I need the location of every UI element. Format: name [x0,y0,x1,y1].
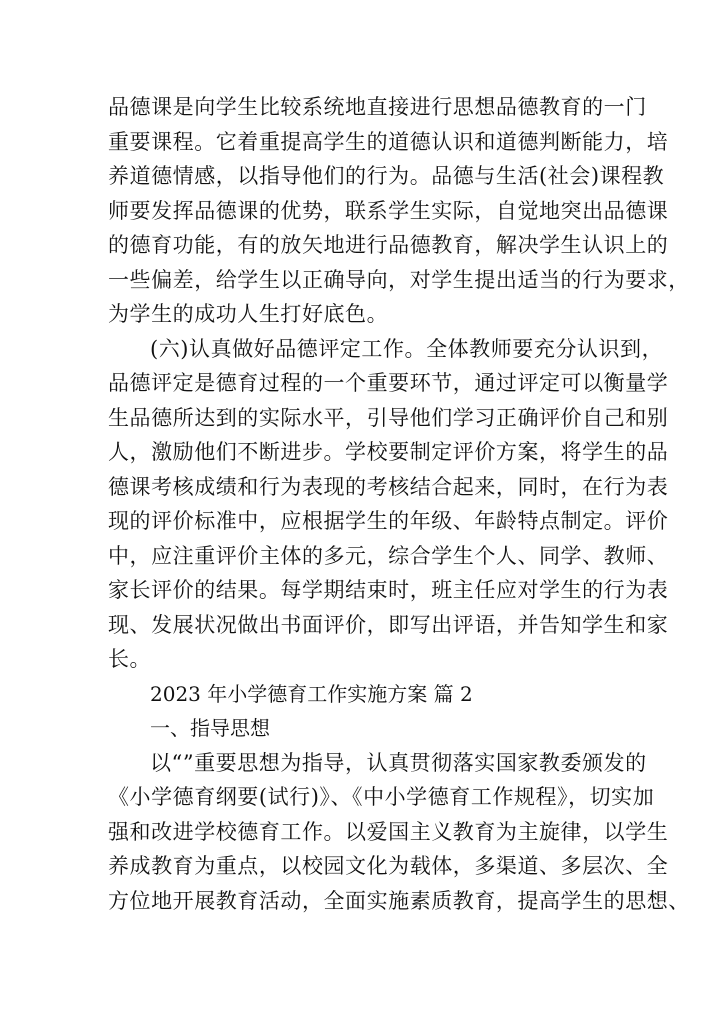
paragraph-2-line: 生品德所达到的实际水平，引导他们学习正确评价自己和别 [108,405,669,430]
document-body [108,90,690,918]
section-title: 2023 年小学德育工作实施方案 篇 2 [150,681,473,706]
paragraph-1-line: 的德育功能，有的放矢地进行品德教育，解决学生认识上的 [108,233,669,257]
paragraph-1-line: 重要课程。它着重提高学生的道德认识和道德判断能力，培 [108,129,669,154]
paragraph-1-line: 一些偏差，给学生以正确导向，对学生提出适当的行为要求， [108,267,690,292]
paragraph-2-line: 人，激励他们不断进步。学校要制定评价方案，将学生的品 [108,440,669,464]
paragraph-2-line: (六)认真做好品德评定工作。全体教师要充分认识到， [150,336,664,361]
paragraph-3-line: 《小学德育纲要(试行)》、《中小学德育工作规程》，切实加 [108,785,655,809]
paragraph-2-line: 长。 [108,647,152,671]
paragraph-1-line: 养道德情感，以指导他们的行为。品德与生活(社会)课程教 [108,164,665,188]
paragraph-2-line: 德课考核成绩和行为表现的考核结合起来，同时，在行为表 [108,474,669,499]
paragraph-1-line: 师要发挥品德课的优势，联系学生实际，自觉地突出品德课 [108,198,669,223]
paragraph-3 [108,746,690,919]
subheading: 一、指导思想 [150,716,270,740]
paragraph-1 [108,90,690,332]
paragraph-3-line: 强和改进学校德育工作。以爱国主义教育为主旋律，以学生 [108,819,669,844]
paragraph-3-line: 以“”重要思想为指导，认真贯彻落实国家教委颁发的 [150,750,647,775]
paragraph-2-line: 现的评价标准中，应根据学生的年级、年龄特点制定。评价 [108,509,669,533]
paragraph-2-line: 品德评定是德育过程的一个重要环节，通过评定可以衡量学 [108,371,669,395]
paragraph-2-line: 家长评价的结果。每学期结束时，班主任应对学生的行为表 [108,578,669,602]
paragraph-3-line: 方位地开展教育活动，全面实施素质教育，提高学生的思想、 [108,888,690,913]
paragraph-3-line: 养成教育为重点，以校园文化为载体，多渠道、多层次、全 [108,854,669,878]
paragraph-2 [108,332,669,677]
paragraph-1-line: 品德课是向学生比较系统地直接进行思想品德教育的一门 [108,95,647,119]
paragraph-1-line: 为学生的成功人生打好底色。 [108,302,389,326]
paragraph-2-line: 现、发展状况做出书面评价，即写出评语，并告知学生和家 [108,612,669,637]
paragraph-2-line: 中，应注重评价主体的多元，综合学生个人、同学、教师、 [108,543,669,568]
